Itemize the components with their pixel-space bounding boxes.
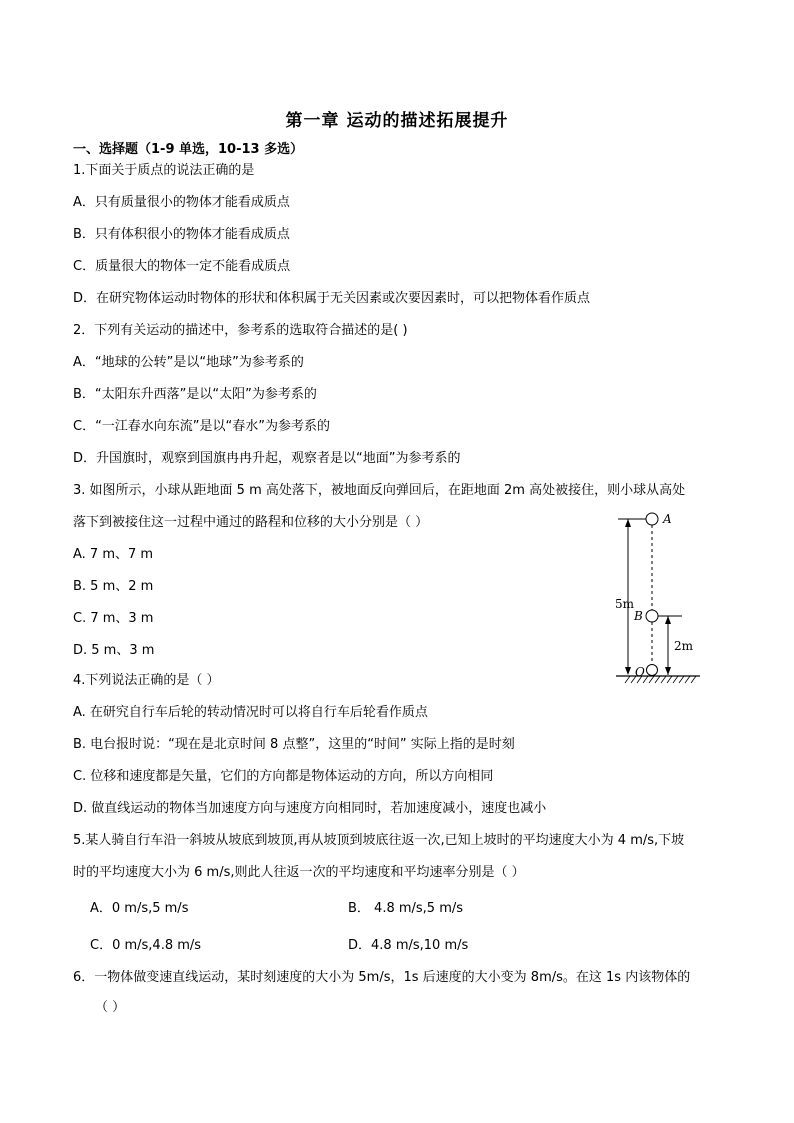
- question-3-figure: [600, 505, 720, 690]
- question-6-stem-line-2: （ ）: [95, 1000, 126, 1015]
- question-3-stem-line-2: 落下到被接住这一过程中通过的路程和位移的大小分别是（ ）: [73, 515, 429, 530]
- question-2-option-d: D．升国旗时，观察到国旗冉冉升起，观察者是以“地面”为参考系的: [73, 451, 461, 466]
- question-3-option-c: C. 7 m、3 m: [73, 611, 154, 626]
- question-2-option-c: C．“一江春水向东流”是以“春水”为参考系的: [73, 419, 331, 434]
- label-2m: 2m: [674, 639, 694, 653]
- question-5-stem-line-2: 时的平均速度大小为 6 m/s,则此人往返一次的平均速度和平均速率分别是（ ）: [73, 865, 525, 880]
- question-1-option-a: A．只有质量很小的物体才能看成质点: [73, 195, 290, 210]
- question-2-stem: 2．下列有关运动的描述中，参考系的选取符合描述的是( ): [73, 323, 408, 338]
- question-3-option-d: D. 5 m、3 m: [73, 643, 155, 658]
- question-1-stem: 1.下面关于质点的说法正确的是: [73, 163, 255, 178]
- label-5m: 5m: [615, 597, 635, 611]
- ball-b: [646, 610, 658, 622]
- question-4-option-b: B. 电台报时说：“现在是北京时间 8 点整”，这里的“时间” 实际上指的是时刻: [73, 737, 515, 752]
- question-2-option-a: A．“地球的公转”是以“地球”为参考系的: [73, 355, 304, 370]
- question-5-option-b: B． 4.8 m/s,5 m/s: [348, 901, 464, 916]
- question-3-option-b: B. 5 m、2 m: [73, 579, 154, 594]
- question-5-option-c: C．0 m/s,4.8 m/s: [90, 938, 202, 953]
- page-title: 第一章 运动的描述拓展提升: [285, 111, 509, 131]
- arrow-2m-head-top: [665, 616, 671, 624]
- label-b: B: [634, 609, 643, 623]
- question-4-stem: 4.下列说法正确的是（ ）: [73, 673, 220, 688]
- question-6-stem-line-1: 6．一物体做变速直线运动，某时刻速度的大小为 5m/s，1s 后速度的大小变为 8m/s。在这 1s 内该物体的: [73, 970, 691, 985]
- question-4-option-a: A. 在研究自行车后轮的转动情况时可以将自行车后轮看作质点: [73, 705, 428, 720]
- ball-a: [646, 513, 658, 525]
- question-2-option-b: B．“太阳东升西落”是以“太阳”为参考系的: [73, 387, 317, 402]
- label-a: A: [663, 512, 672, 526]
- label-o: O: [635, 665, 645, 679]
- question-3-option-a: A. 7 m、7 m: [73, 547, 154, 562]
- question-4-option-d: D. 做直线运动的物体当加速度方向与速度方向相同时，若加速度减小，速度也减小: [73, 801, 547, 816]
- arrow-5m-head-bottom: [625, 667, 631, 675]
- question-3-stem-line-1: 3. 如图所示，小球从距地面 5 m 高处落下，被地面反向弹回后，在距地面 2m 高处被接住，则小球从高处: [73, 483, 686, 498]
- question-5-stem-line-1: 5.某人骑自行车沿一斜坡从坡底到坡顶,再从坡顶到坡底往返一次,已知上坡时的平均速度大小为 4 m/s,下坡: [73, 833, 685, 848]
- ball-o: [647, 665, 658, 676]
- section-heading: 一、选择题（1-9 单选，10-13 多选）: [73, 142, 304, 157]
- question-5-option-a: A．0 m/s,5 m/s: [90, 901, 189, 916]
- arrow-5m-head-top: [625, 519, 631, 527]
- question-1-option-c: C．质量很大的物体一定不能看成质点: [73, 259, 291, 274]
- arrow-2m-head-bottom: [665, 667, 671, 675]
- ground-hatch: [625, 676, 696, 683]
- question-5-option-d: D．4.8 m/s,10 m/s: [348, 938, 469, 953]
- question-1-option-d: D．在研究物体运动时物体的形状和体积属于无关因素或次要因素时，可以把物体看作质点: [73, 291, 591, 306]
- question-1-option-b: B．只有体积很小的物体才能看成质点: [73, 227, 290, 242]
- question-4-option-c: C. 位移和速度都是矢量，它们的方向都是物体运动的方向，所以方向相同: [73, 769, 494, 784]
